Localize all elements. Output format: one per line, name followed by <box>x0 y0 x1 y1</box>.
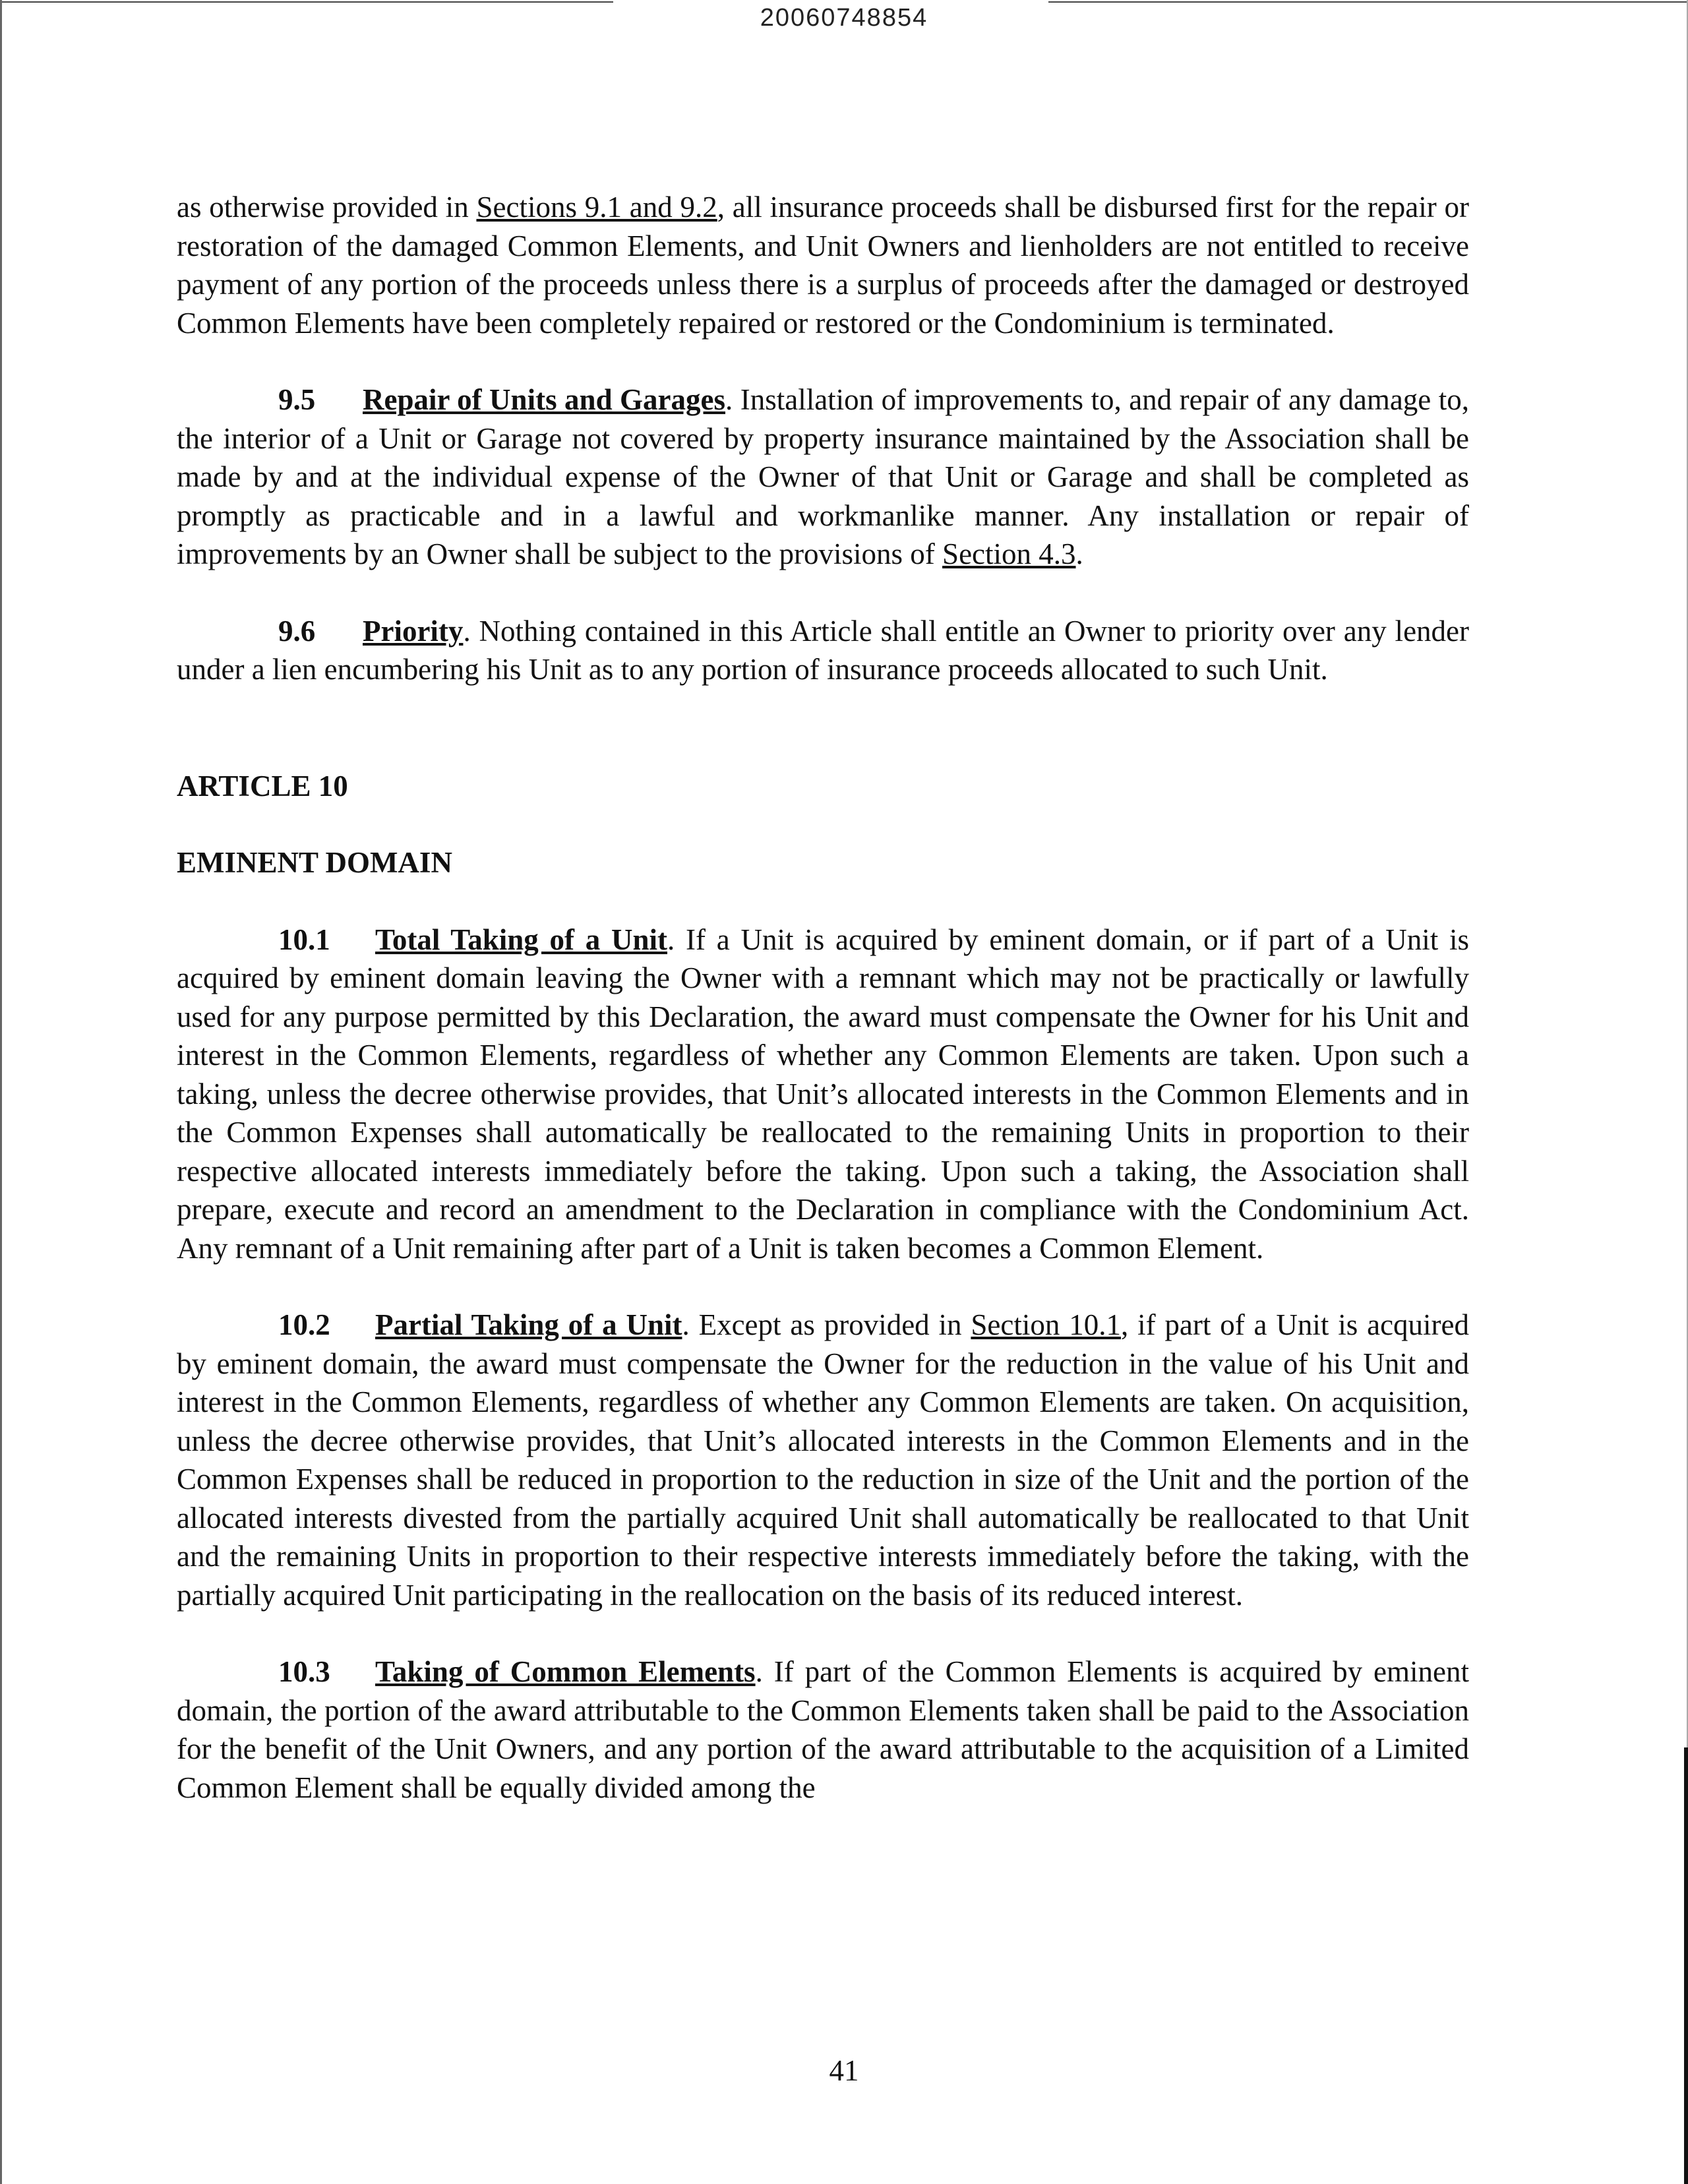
section-number: 9.6 <box>278 614 316 648</box>
scan-edge-left <box>0 0 2 2184</box>
scan-edge-right-dark <box>1684 1747 1688 2184</box>
intro-paragraph <box>177 188 1469 342</box>
section-body-end: . <box>1075 537 1083 570</box>
article-title: EMINENT DOMAIN <box>177 846 452 879</box>
article-number: ARTICLE 10 <box>177 769 348 803</box>
section-body: . Installation of improvements to, and repair of any damage to, the interior of a Unit or Garage not covered by property insurance maintained by the Association shall be made by and at the individual expense of the Owner of that Unit or Garage and shall be completed as promptly as practicable and in a lawful and workmanlike manner. Any installation or repair of improvements by an Owner shall be subject to the provisions of <box>177 383 1469 570</box>
section-10-1 <box>177 921 1469 1268</box>
section-number: 10.2 <box>278 1308 330 1341</box>
intro-text: as otherwise provided in <box>177 191 477 224</box>
section-body: . Nothing contained in this Article shall entitle an Owner to priority over any lender under a lien encumbering his Unit as to any portion of insurance proceeds allocated to such Unit. <box>177 614 1469 686</box>
section-heading: Partial Taking of a Unit <box>375 1308 682 1341</box>
section-10-2 <box>177 1306 1469 1614</box>
section-number: 10.1 <box>278 923 330 956</box>
article-heading-block <box>177 767 1469 882</box>
page-number: 41 <box>829 2054 859 2087</box>
section-heading: Total Taking of a Unit <box>375 923 668 956</box>
section-body: . If part of the Common Elements is acquired by eminent domain, the portion of the award attributable to the Common Elements taken shall be paid to the Association for the benefit of the Unit Owners, and any portion of the award attributable to the acquisition of a Limited Common Element shall be equally divided among the <box>177 1655 1469 1804</box>
section-reference: Sections 9.1 and 9.2 <box>476 191 717 224</box>
top-rule-right <box>1048 1 1688 3</box>
section-body-continued: , if part of a Unit is acquired by eminent domain, the award must compensate the Owner for the reduction in the value of his Unit and interest in the Common Elements, regardless of whether any Common Elements are taken. On acquisition, unless the decree otherwise provides, that Unit’s allocated interests in the Common Elements and in the Common Expenses shall be reduced in proportion to the reduction in size of the Unit and the portion of the allocated interests divested from the partially acquired Unit shall automatically be reallocated to that Unit and the remaining Units in proportion to their respective interests immediately before the taking, with the partially acquired Unit participating in the reallocation on the basis of its reduced interest. <box>177 1308 1470 1612</box>
intro-text-continued: , all insurance proceeds shall be disbursed first for the repair or restoration of the damaged Common Elements, and Unit Owners and lienholders are not entitled to receive payment of any portion of the proceeds unless there is a surplus of proceeds after the damaged or destroyed Common Elements have been completely repaired or restored or the Condominium is terminated. <box>177 191 1469 340</box>
section-number: 10.3 <box>278 1655 330 1688</box>
section-heading: Repair of Units and Garages <box>363 383 726 416</box>
section-10-3 <box>177 1653 1469 1807</box>
section-body: . If a Unit is acquired by eminent domain, or if part of a Unit is acquired by eminent domain leaving the Owner with a remnant which may not be practically or lawfully used for any purpose permitted by this Declaration, the award must compensate the Owner for his Unit and interest in the Common Elements, regardless of whether any Common Elements are taken. Upon such a taking, unless the decree otherwise provides, that Unit’s allocated interests in the Common Elements and in the Common Expenses shall automatically be reallocated to the remaining Units in proportion to their respective allocated interests immediately before the taking. Upon such a taking, the Association shall prepare, execute and record an amendment to the Declaration in compliance with the Condominium Act. Any remnant of a Unit remaining after part of a Unit is taken becomes a Common Element. <box>177 923 1469 1265</box>
section-9-5 <box>177 380 1469 574</box>
page-body <box>177 188 1469 1807</box>
section-number: 9.5 <box>278 383 316 416</box>
section-heading: Taking of Common Elements <box>375 1655 756 1688</box>
document-number: 20060748854 <box>760 4 928 32</box>
section-9-6 <box>177 612 1469 689</box>
section-reference: Section 10.1 <box>971 1308 1121 1341</box>
top-rule-left <box>0 1 613 3</box>
section-body: . Except as provided in <box>682 1308 971 1341</box>
section-heading: Priority <box>363 614 464 648</box>
section-reference: Section 4.3 <box>942 537 1076 570</box>
